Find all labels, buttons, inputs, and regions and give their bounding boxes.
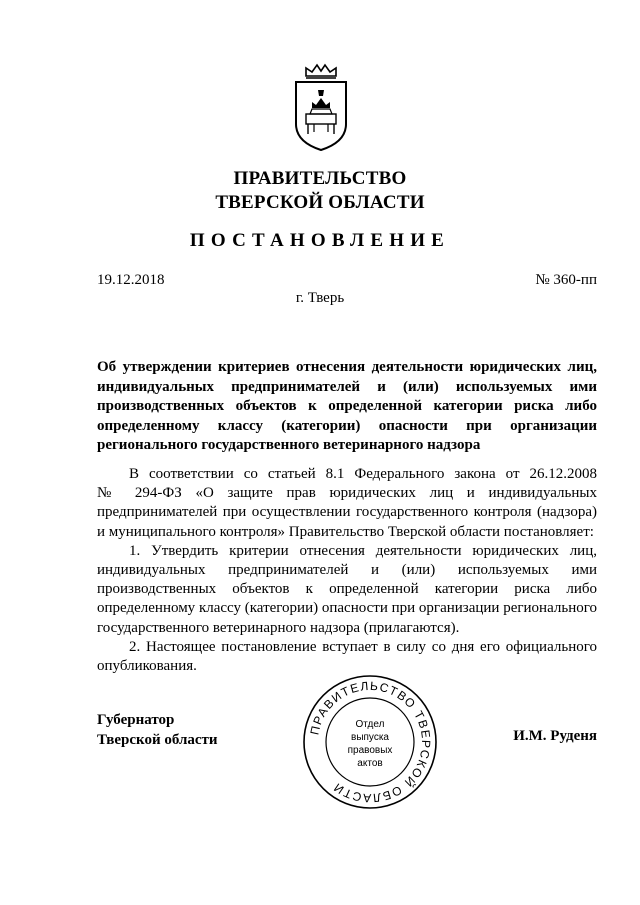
title-line: индивидуальных предпринимателей и (или) используемых ими [97, 378, 597, 395]
body-line: В соответствии со статьей 8.1 Федерального закона от 26.12.2008 [129, 466, 597, 482]
body-line: опубликования. [97, 658, 197, 675]
title-line: регионального государственного ветеринарного надзора [97, 437, 481, 454]
signatory-name: И.М. Руденя [513, 728, 597, 744]
signatory-position-line2: Тверской области [97, 731, 218, 748]
body-line: индивидуальных предпринимателей и (или) используемых ими [97, 562, 597, 579]
document-type: ПОСТАНОВЛЕНИЕ [189, 230, 451, 251]
body-line: производственных объектов к определенной категории риска либо [97, 581, 597, 598]
stamp-center-line: актов [357, 758, 383, 769]
stamp-ring-text: ПРАВИТЕЛЬСТВО ТВЕРСКОЙ ОБЛАСТИ [307, 678, 434, 806]
organization-name-line1: ПРАВИТЕЛЬСТВО [233, 168, 407, 189]
document-date: 19.12.2018 [97, 272, 165, 288]
body-line: 2. Настоящее постановление вступает в силу со дня его официального [129, 638, 597, 655]
document-title [97, 358, 597, 456]
body-line: предпринимателей при осуществлении государственного контроля (надзора) [97, 504, 597, 521]
organization-name-line2: ТВЕРСКОЙ ОБЛАСТИ [215, 192, 425, 213]
body-line: и муниципального контроля» Правительство Тверской области постановляет: [97, 523, 594, 540]
body-line: 1. Утвердить критерии отнесения деятельности юридических лиц, [129, 542, 597, 559]
coat-of-arms-icon [290, 62, 352, 152]
document-city: г. Тверь [295, 290, 345, 306]
title-line: производственных объектов к определенной категории риска либо [97, 398, 597, 415]
stamp-center-line: правовых [347, 745, 393, 756]
stamp-center-line: выпуска [351, 732, 389, 743]
signatory-position-line1: Губернатор [97, 712, 175, 728]
body-line: № 294-ФЗ «О защите прав юридических лиц и индивидуальных [97, 485, 597, 502]
body-line: государственного ветеринарного надзора (прилагаются). [97, 619, 460, 636]
body-line: определенному классу (категории) опасности при организации регионального [97, 600, 597, 617]
stamp-center-line: Отдел [355, 719, 385, 730]
document-body [97, 465, 597, 676]
title-line: определенному классу (категории) опасности при организации [97, 417, 597, 434]
document-number: № 360-пп [535, 272, 597, 288]
signatory-position [97, 711, 218, 750]
title-line: Об утверждении критериев отнесения деятельности юридических лиц, [97, 359, 597, 375]
official-stamp [300, 672, 440, 812]
